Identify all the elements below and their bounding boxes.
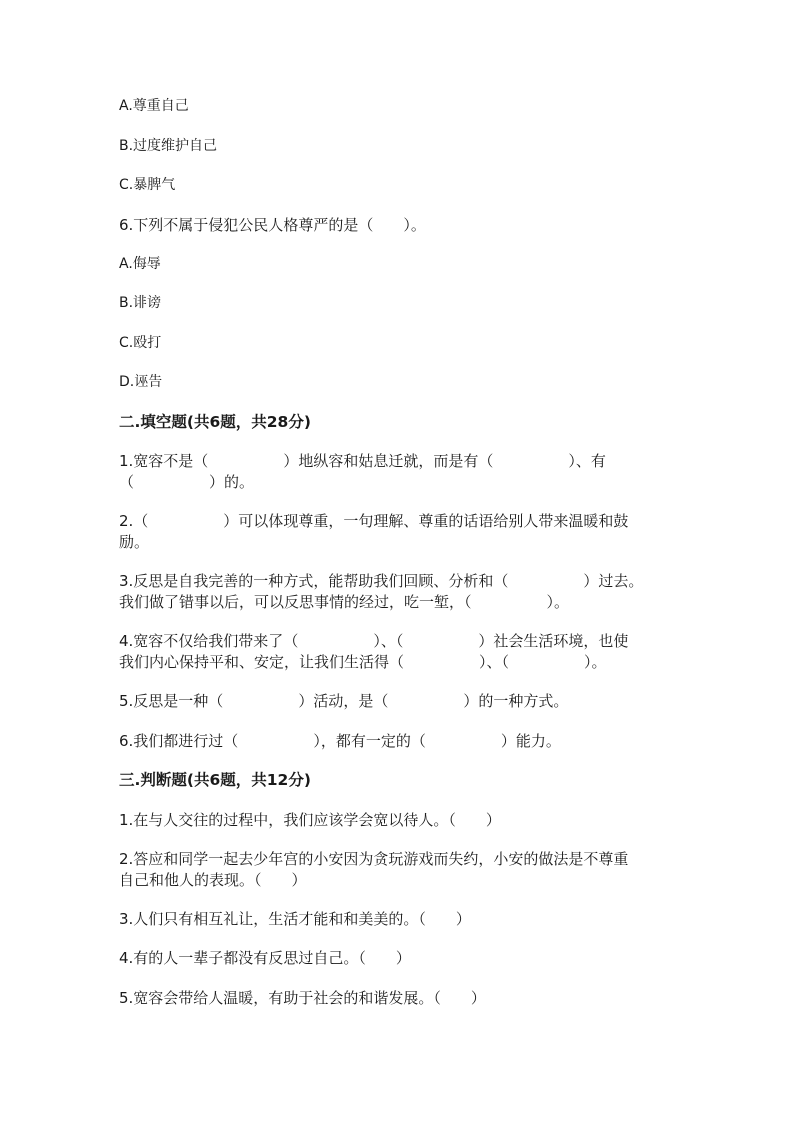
- q6-option-b: B.诽谤: [119, 295, 162, 311]
- judge-item-1: 1.在与人交往的过程中，我们应该学会宽以待人。（ ）: [119, 811, 501, 829]
- section-3-heading: 三.判断题(共6题，共12分): [119, 771, 311, 789]
- q6-option-a: A.侮辱: [119, 256, 161, 272]
- fill-item-1-line2: （ ）的。: [119, 473, 255, 491]
- fill-item-6: 6.我们都进行过（ ），都有一定的（ ）能力。: [119, 732, 561, 750]
- fill-item-1-line1: 1.宽容不是（ ）地纵容和姑息迁就，而是有（ ）、有: [119, 452, 606, 470]
- q6-option-c: C.殴打: [119, 335, 162, 351]
- section-2-heading: 二.填空题(共6题，共28分): [119, 413, 311, 431]
- option-b: B.过度维护自己: [119, 138, 218, 154]
- q6-option-d: D.诬告: [119, 374, 163, 390]
- judge-item-5: 5.宽容会带给人温暖，有助于社会的和谐发展。（ ）: [119, 989, 486, 1007]
- fill-item-3-line1: 3.反思是自我完善的一种方式，能帮助我们回顾、分析和（ ）过去。: [119, 572, 644, 590]
- fill-item-3-line2: 我们做了错事以后，可以反思事情的经过，吃一堑，（ ）。: [119, 593, 570, 611]
- judge-item-2-line2: 自己和他人的表现。（ ）: [119, 871, 307, 889]
- fill-item-5: 5.反思是一种（ ）活动，是（ ）的一种方式。: [119, 692, 569, 710]
- fill-item-4-line2: 我们内心保持平和、安定，让我们生活得（ ）、（ ）。: [119, 653, 607, 671]
- judge-item-2-line1: 2.答应和同学一起去少年宫的小安因为贪玩游戏而失约，小安的做法是不尊重: [119, 850, 629, 868]
- fill-item-4-line1: 4.宽容不仅给我们带来了（ ）、（ ）社会生活环境，也使: [119, 632, 629, 650]
- question-6-stem: 6.下列不属于侵犯公民人格尊严的是（ ）。: [119, 216, 426, 234]
- fill-item-2-line2: 励。: [119, 533, 150, 551]
- fill-item-2-line1: 2.（ ）可以体现尊重，一句理解、尊重的话语给别人带来温暖和鼓: [119, 512, 629, 530]
- option-c: C.暴脾气: [119, 177, 176, 193]
- option-a: A.尊重自己: [119, 98, 189, 114]
- judge-item-4: 4.有的人一辈子都没有反思过自己。（ ）: [119, 949, 411, 967]
- judge-item-3: 3.人们只有相互礼让，生活才能和和美美的。（ ）: [119, 910, 471, 928]
